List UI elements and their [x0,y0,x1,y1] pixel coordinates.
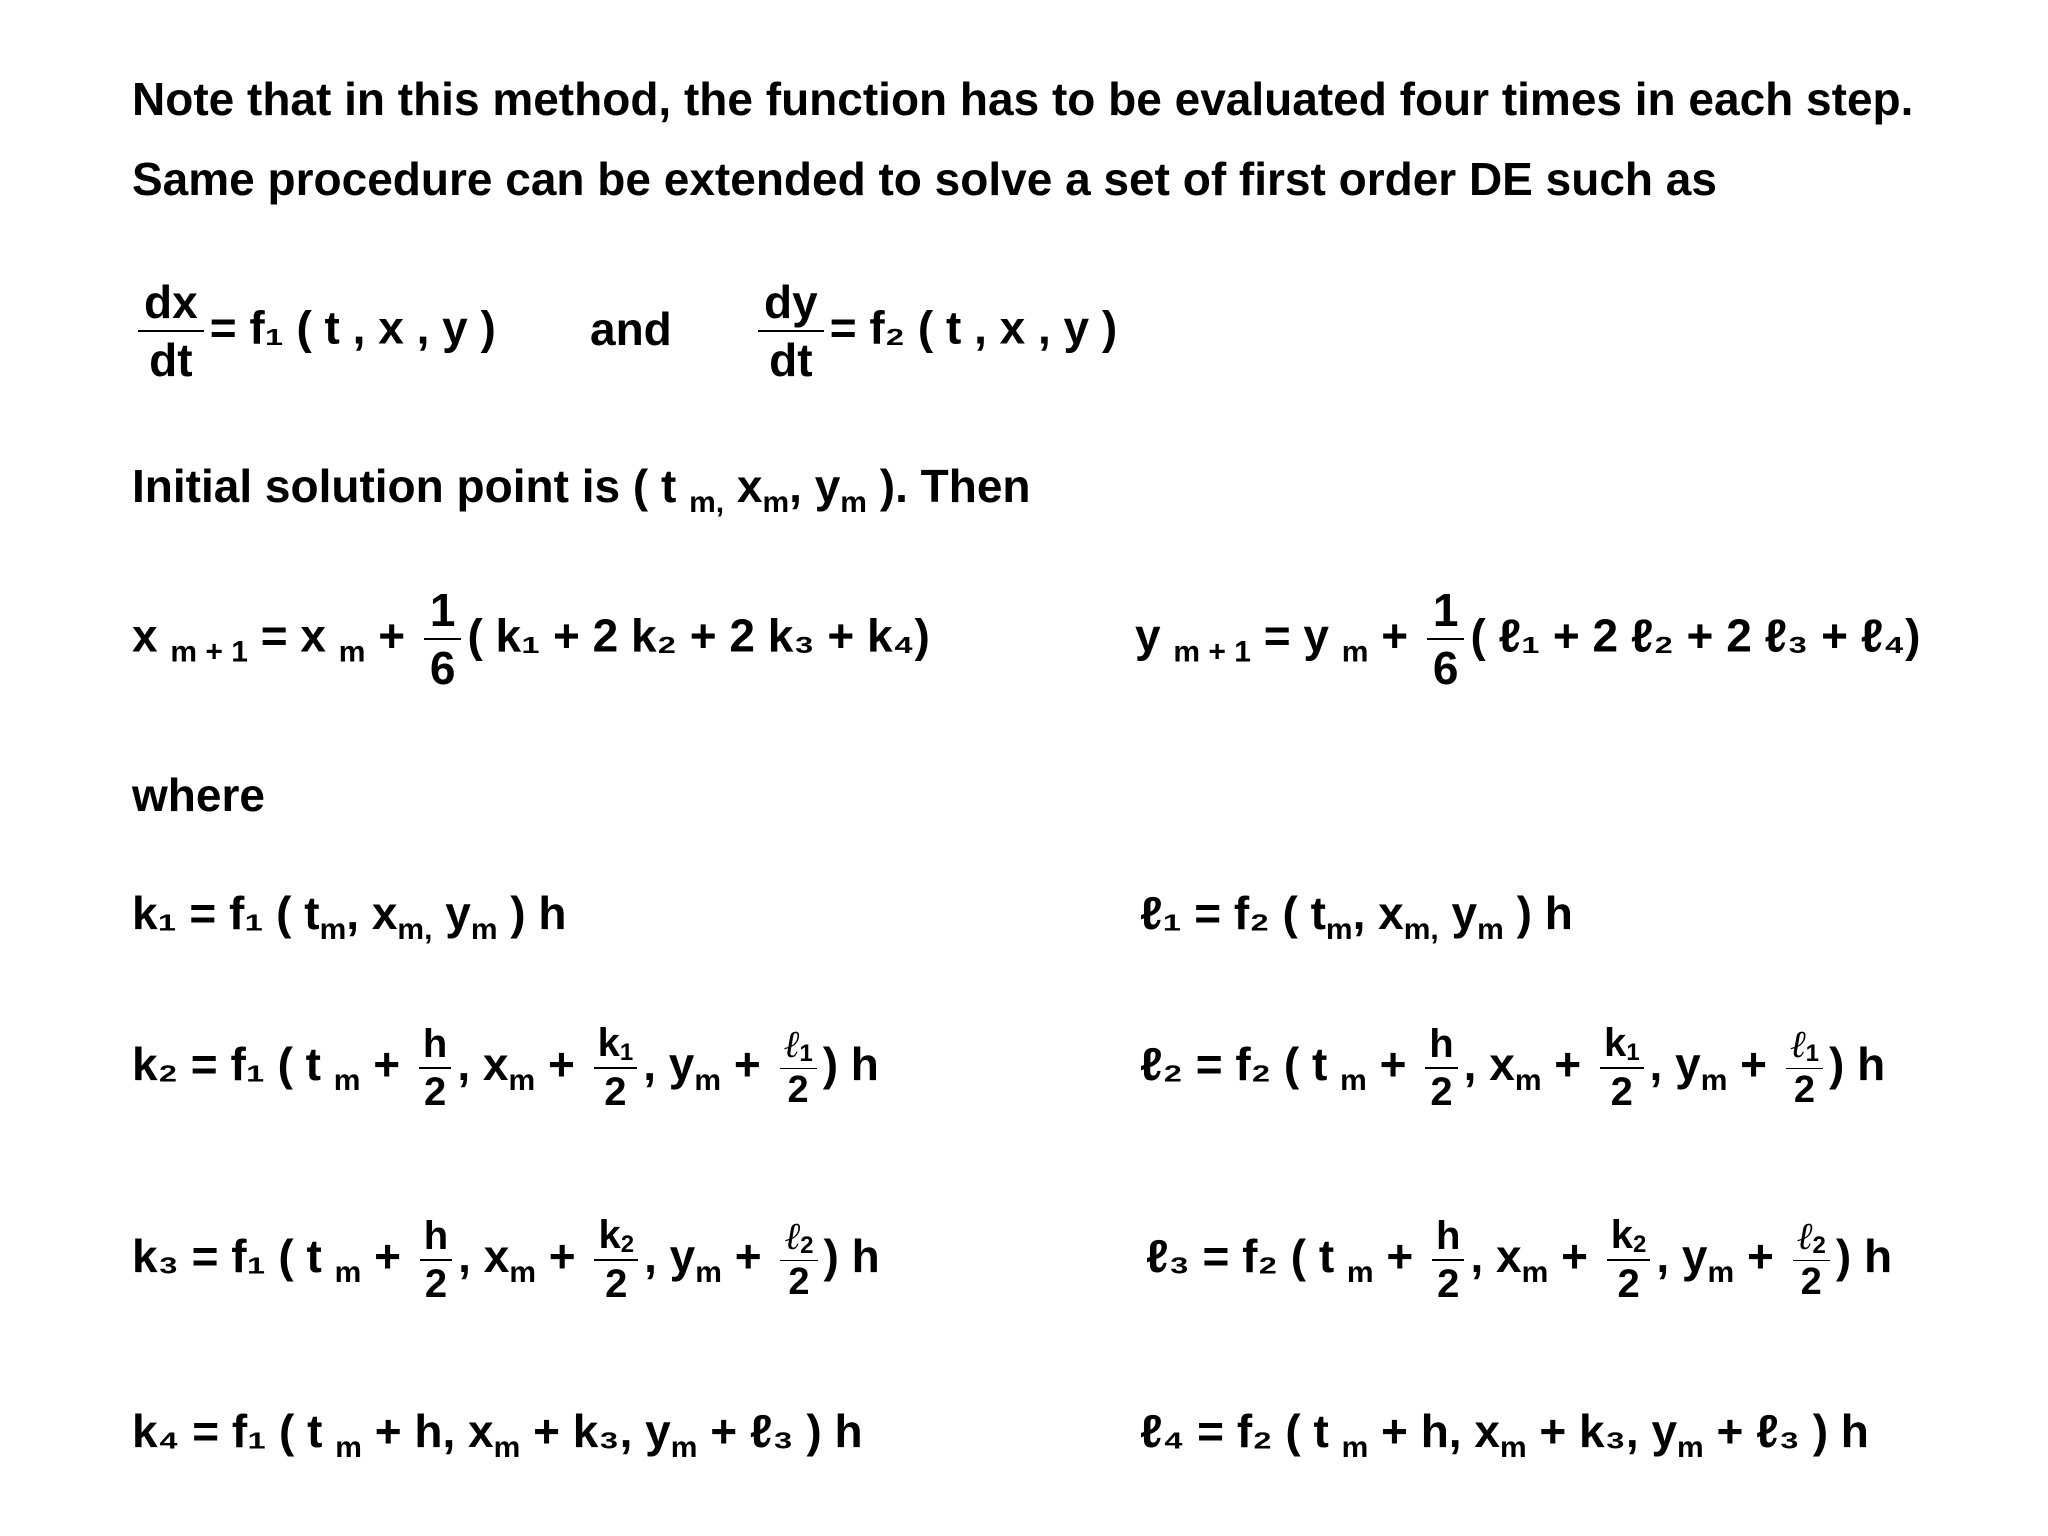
x-sub-m: m [509,1255,537,1289]
x-update-formula [132,586,930,693]
plus: + [1740,1037,1768,1090]
l1-num: ℓ1 [780,1025,817,1069]
initial-point-line [132,460,1031,519]
and-text: and [590,303,672,355]
k1-over-2-fraction [594,1022,638,1113]
k1-sub-m3: m [470,913,498,946]
two-den: 2 [1430,1069,1453,1114]
h-num: h [1432,1215,1464,1261]
y-sub-m: m [1700,1063,1728,1097]
y-left: y [1135,609,1161,662]
k2-head: k₂ = f₁ ( t [132,1037,321,1090]
k1-x: , x [346,887,398,939]
h-over-2-fraction [419,1023,451,1113]
two-den: 2 [424,1069,447,1114]
close-h: ) h [1829,1037,1886,1090]
k1-end: ) h [510,887,567,939]
dx-numerator: dx [138,278,204,332]
plus: + [1554,1037,1582,1090]
l1-over-2-fraction [1786,1021,1823,1111]
k4-sub-m: m [335,1431,362,1464]
frac-num-1: 1 [424,586,462,640]
k4-sub-m2: m [493,1431,521,1464]
k1-formula [132,887,567,946]
l3-head: ℓ₃ = f₂ ( t [1146,1229,1335,1282]
k4-sub-m3: m [670,1431,698,1464]
k4-rest2: + k₃, y [533,1405,671,1457]
l4-rest2: + k₃, y [1539,1405,1678,1457]
frac-num-1b: 1 [1427,586,1465,640]
f1-rhs: = f₁ ( t , x , y ) [209,301,496,354]
k2-over-2-fraction [1607,1214,1651,1305]
l4-head: ℓ₄ = f₂ ( t [1140,1405,1329,1457]
close-h: ) h [1835,1229,1893,1282]
l4-rest1: + h, x [1381,1405,1500,1457]
l1-end: ) h [1516,887,1573,939]
k3-sub-m: m [334,1255,362,1289]
l2-over-2-fraction [780,1213,817,1303]
l1-num: ℓ1 [1786,1025,1823,1069]
k1-sub-m2: m, [397,913,433,946]
x-sub-m: m [1521,1255,1549,1289]
two-den: 2 [1793,1068,1815,1111]
k2-formula [132,1022,879,1113]
k4-head: k₄ = f₁ ( t [132,1405,323,1457]
l1-x: , x [1352,887,1404,939]
ode-dy-dt [752,278,1117,385]
l3-plus: + [1386,1229,1414,1282]
initial-comma: , [789,460,802,512]
comma-x: , x [1463,1037,1515,1090]
x-sub-m: m [508,1063,536,1097]
initial-sub-m2: m [762,486,790,519]
l1-y: y [1438,887,1478,939]
l3-formula [1146,1214,1892,1305]
initial-x: x [736,460,763,512]
where-label: where [132,769,265,821]
l2-over-2-fraction [1793,1213,1830,1303]
two-den: 2 [1800,1260,1822,1303]
close-h: ) h [823,1229,880,1282]
comma-x: , x [1470,1229,1522,1282]
initial-y: y [814,460,841,512]
f2-rhs: = f₂ ( t , x , y ) [829,301,1118,354]
one-sixth-fraction-2 [1427,586,1465,693]
h-over-2-fraction [420,1215,452,1305]
k4-rest1: + h, x [374,1405,494,1457]
dy-dt-fraction [758,278,824,385]
k2-num: k2 [594,1214,638,1261]
initial-sub-m1: m, [689,486,725,519]
x-mid: = x [260,609,326,662]
initial-pre: Initial solution point is ( t [132,460,677,512]
plus: + [733,1037,761,1090]
h-over-2-fraction [1432,1215,1464,1305]
l1-head: ℓ₁ = f₂ ( t [1140,887,1326,939]
h-over-2-fraction [1425,1023,1457,1113]
intro-line-2: Same procedure can be extended to solve a set of first order DE such as [132,153,1717,205]
two-den: 2 [604,1070,627,1115]
x-left: x [132,609,158,662]
l1-sub-m3: m [1477,913,1504,946]
l1-over-2-fraction [780,1021,817,1111]
h-num: h [420,1215,452,1261]
two-den: 2 [788,1260,810,1303]
x-mid-sub: m [338,635,366,669]
dt-denominator-2: dt [769,334,813,387]
l3-sub-m: m [1346,1255,1374,1289]
k2-over-2-fraction [594,1214,638,1305]
two-den: 2 [1437,1261,1460,1306]
l4-rest3: + ℓ₃ ) h [1716,1405,1869,1457]
plus: + [1747,1229,1774,1282]
l1-sub-m: m [1325,913,1353,946]
l4-sub-m2: m [1499,1431,1527,1464]
x-left-sub: m + 1 [170,635,248,669]
h-num: h [1425,1023,1457,1069]
frac-den-6b: 6 [1432,642,1459,695]
y-sub-m: m [1707,1255,1735,1289]
comma-y: , y [643,1037,695,1090]
k1-over-2-fraction [1600,1022,1644,1113]
initial-post: ). Then [879,460,1031,512]
x-rhs: ( k₁ + 2 k₂ + 2 k₃ + k₄) [467,609,930,662]
dt-denominator: dt [149,334,193,387]
two-den: 2 [1610,1070,1633,1115]
y-update-formula [1135,586,1920,693]
y-left-sub: m + 1 [1173,635,1251,669]
k3-formula [132,1214,880,1305]
l4-sub-m: m [1341,1431,1369,1464]
initial-sub-m3: m [840,486,867,519]
l2-formula [1140,1022,1885,1113]
two-den: 2 [605,1262,628,1307]
frac-den-6: 6 [429,642,456,695]
intro-line-1: Note that in this method, the function has to be evaluated four times in each step. [132,73,1914,125]
dx-dt-fraction [138,278,204,385]
l2-plus: + [1379,1037,1407,1090]
plus: + [547,1037,575,1090]
l2-sub-m: m [1340,1063,1367,1097]
y-sub-m: m [694,1063,722,1097]
ode-dx-dt [132,278,496,385]
l1-sub-m2: m, [1403,913,1439,946]
plus: + [734,1229,762,1282]
y-rhs: ( ℓ₁ + 2 ℓ₂ + 2 ℓ₃ + ℓ₄) [1470,609,1921,662]
comma-y: , y [1656,1229,1708,1282]
y-sub-m: m [695,1255,722,1289]
comma-y: , y [644,1229,696,1282]
comma-x: , x [457,1037,509,1090]
k2-sub-m: m [333,1063,361,1097]
l4-formula [1140,1405,1869,1464]
l4-sub-m3: m [1677,1431,1704,1464]
k1-head: k₁ = f₁ ( t [132,887,320,939]
l2-head: ℓ₂ = f₂ ( t [1140,1037,1328,1090]
k1-num: k1 [1600,1022,1644,1069]
y-mid: = y [1263,609,1329,662]
k4-formula [132,1405,863,1464]
x-plus: + [378,609,406,662]
two-den: 2 [1617,1262,1640,1307]
comma-x: , x [458,1229,510,1282]
k2-num: k2 [1607,1214,1651,1261]
k1-num: k1 [594,1022,638,1069]
dy-numerator: dy [758,278,824,332]
k2-plus: + [373,1037,401,1090]
one-sixth-fraction [424,586,462,693]
l2-num: ℓ2 [780,1217,817,1261]
h-num: h [419,1023,451,1069]
y-plus: + [1381,609,1409,662]
y-mid-sub: m [1341,635,1369,669]
two-den: 2 [424,1261,448,1306]
k3-plus: + [374,1229,401,1282]
k4-rest3: + ℓ₃ ) h [710,1405,863,1457]
comma-y: , y [1649,1037,1701,1090]
close-h: ) h [822,1037,879,1090]
k1-y: y [432,887,471,939]
l1-formula [1140,887,1573,946]
two-den: 2 [787,1068,809,1111]
k3-head: k₃ = f₁ ( t [132,1229,322,1282]
plus: + [548,1229,576,1282]
x-sub-m: m [1514,1063,1542,1097]
l2-num: ℓ2 [1793,1217,1830,1261]
k1-sub-m: m [319,913,347,946]
plus: + [1561,1229,1588,1282]
